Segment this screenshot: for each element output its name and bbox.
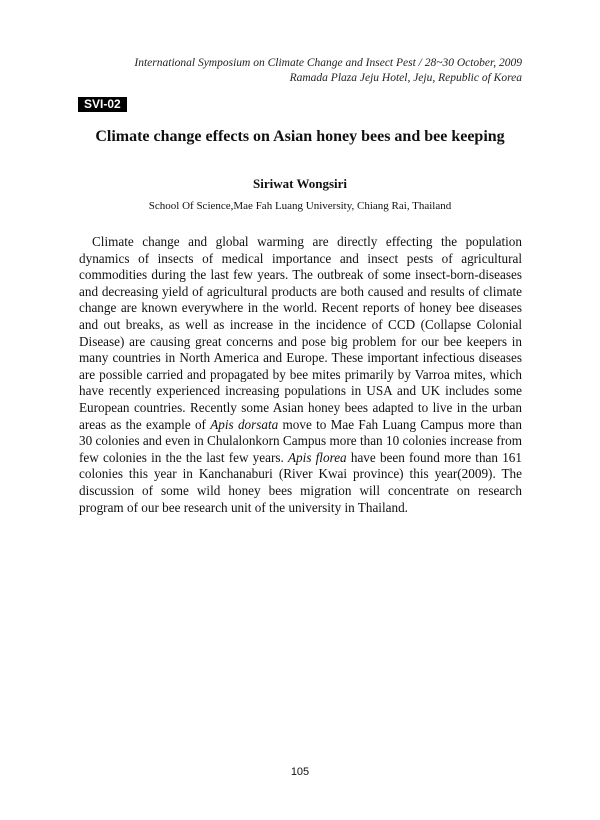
species-name-apis-dorsata: Apis dorsata xyxy=(210,416,279,432)
abstract-text-2: move to Mae Fah Luang Campus more than 30 colonies and even in Chulalonkorn Campus more than 10 colonies increase from few colonies in the the last few years. xyxy=(79,416,522,465)
session-badge: SVI-02 xyxy=(78,97,127,112)
paper-title: Climate change effects on Asian honey bees and bee keeping xyxy=(95,128,505,145)
species-name-apis-florea: Apis florea xyxy=(288,449,347,465)
abstract-paragraph xyxy=(79,234,522,516)
abstract-text-1: Climate change and global warming are directly effecting the population dynamics of insects of medical importance and insect pests of agricultural commodities during the last few years. The outbreak of some insect-born-diseases and decreasing yield of agricultural products are both caused and results of climate change are known everywhere in the world. Recent reports of honey bee diseases and out breaks, as well as increase in the incidence of CCD (Collapse Colonial Disease) are causing great concerns and pose big problem for our bee keepers in many countries in North America and Europe. These important infectious diseases are possible carried and propagated by bee mites primarily by Varroa mites, which have recently experienced increasing populations in USA and UK includes some European countries. Recently some Asian honey bees adapted to live in the urban areas as the example of xyxy=(79,234,522,432)
header-line-1: International Symposium on Climate Change and Insect Pest / 28~30 October, 2009 xyxy=(134,57,522,69)
conference-header xyxy=(134,56,522,86)
page-number: 105 xyxy=(290,766,310,778)
author-affiliation: School Of Science,Mae Fah Luang University, Chiang Rai, Thailand xyxy=(148,200,452,212)
abstract-text-3: have been found more than 161 colonies this year in Kanchanaburi (River Kwai province) this year(2009). The discussion of some wild honey bees migration will concentrate on research program of our bee research unit of the university in Thailand. xyxy=(79,449,522,515)
author-name: Siriwat Wongsiri xyxy=(252,176,348,191)
header-line-2: Ramada Plaza Jeju Hotel, Jeju, Republic of Korea xyxy=(289,72,522,84)
